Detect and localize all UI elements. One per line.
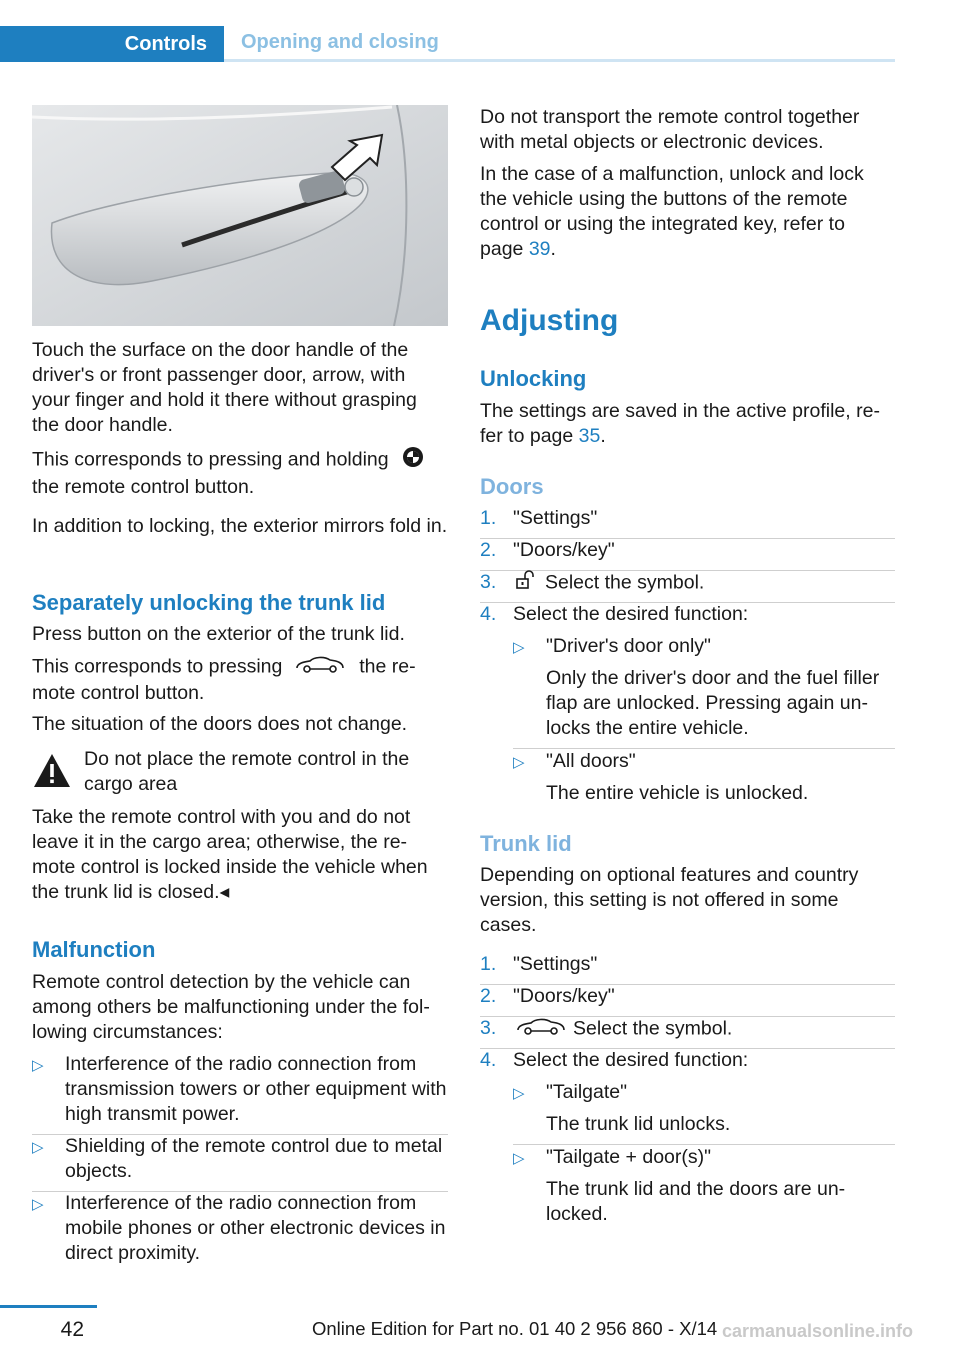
doors-unchanged-text: The situation of the doors does not change. [32,713,408,735]
heading-separately-unlocking-trunk: Separately unlocking the trunk lid [32,590,386,615]
handle-instruction: Touch the surface on the door handle of the driver's or front passenger door, arrow, with your finger and hold it there without grasping the door handle. [32,339,417,436]
list-item: 2. "Doors/key" [480,985,615,1007]
list-item: 3. Select the symbol. [480,1016,895,1043]
corresponds-press-text: This corresponds to pressing the re- mote control button. [32,655,416,704]
page-header [0,0,895,62]
heading-adjusting: Adjusting [480,304,619,337]
trunk-button-text: Press button on the exterior of the trunk lid. [32,623,405,645]
list-item: ▷ "Driver's door only" Only the driver's door and the fuel filler flap are unlocked. Pressing again un-locks the entire vehicle. [513,635,880,739]
profile-text: The settings are saved in the active profile, re-fer to page 35. [480,400,880,447]
list-item: 3. Select the symbol. [480,570,895,597]
door-handle-photo [32,105,448,326]
warning-title: Do not place the remote control in the cargo area [84,748,410,795]
mirrors-text: In addition to locking, the exterior mirrors fold in. [32,515,448,537]
list-item: ▷ Interference of the radio connection from transmission towers or other equipment with high transmit power. [32,1053,447,1125]
warning-body: Take the remote control with you and do not leave it in the cargo area; otherwise, the re-mote control is locked inside the vehicle when the trunk lid is closed.◂ [32,806,428,903]
transport-text: Do not transport the remote control together with metal objects or electronic devices. [480,106,860,153]
list-item: 4. Select the desired function: [480,603,749,625]
heading-unlocking: Unlocking [480,366,587,391]
trunk-setting-text: Depending on optional features and country version, this setting is not offered in some cases. [480,864,859,936]
page-link-39[interactable]: 39 [528,238,551,260]
list-item: ▷ "Tailgate" The trunk lid unlocks. [513,1081,731,1135]
list-item: ▷ "All doors" The entire vehicle is unlocked. [513,750,809,804]
corresponds-hold-text: This corresponds to pressing and holding the remote control button. [32,446,448,500]
footer-accent-bar [0,1305,97,1308]
list-item: ▷ "Tailgate + door(s)" The trunk lid and the doors are un-locked. [513,1146,846,1225]
trunk-car-icon [294,654,346,681]
trunk-car-icon [515,1016,567,1043]
heading-trunk-lid: Trunk lid [480,831,572,856]
tab-opening-and-closing[interactable]: Opening and closing [224,26,895,62]
tab-controls[interactable]: Controls [0,26,224,62]
list-item: 4. Select the desired function: [480,1049,749,1071]
heading-malfunction: Malfunction [32,937,156,962]
unlock-symbol-icon [515,570,537,597]
footer-edition: Online Edition for Part no. 01 40 2 956 860 - X/14 [312,1318,718,1339]
list-item: ▷ Shielding of the remote control due to metal objects. [32,1135,443,1182]
list-item: 2. "Doors/key" [480,539,615,561]
heading-doors: Doors [480,474,544,499]
malfunction-unlock-text: In the case of a malfunction, unlock and lock the vehicle using the buttons of the remote control or using the integrated key, refer to page 39. [480,163,864,260]
bmw-lock-button-icon [402,446,424,475]
page-link-35[interactable]: 35 [578,425,601,447]
list-item: 1. "Settings" [480,953,598,975]
warning-icon [32,752,72,790]
list-item: ▷ Interference of the radio connection from mobile phones or other electronic devices in direct proximity. [32,1192,446,1264]
watermark: carmanualsonline.info [722,1321,914,1341]
list-item: 1. "Settings" [480,507,598,529]
page-number: 42 [60,1318,84,1341]
malfunction-intro: Remote control detection by the vehicle can among others be malfunctioning under the fol-lowing circumstances: [32,971,430,1043]
